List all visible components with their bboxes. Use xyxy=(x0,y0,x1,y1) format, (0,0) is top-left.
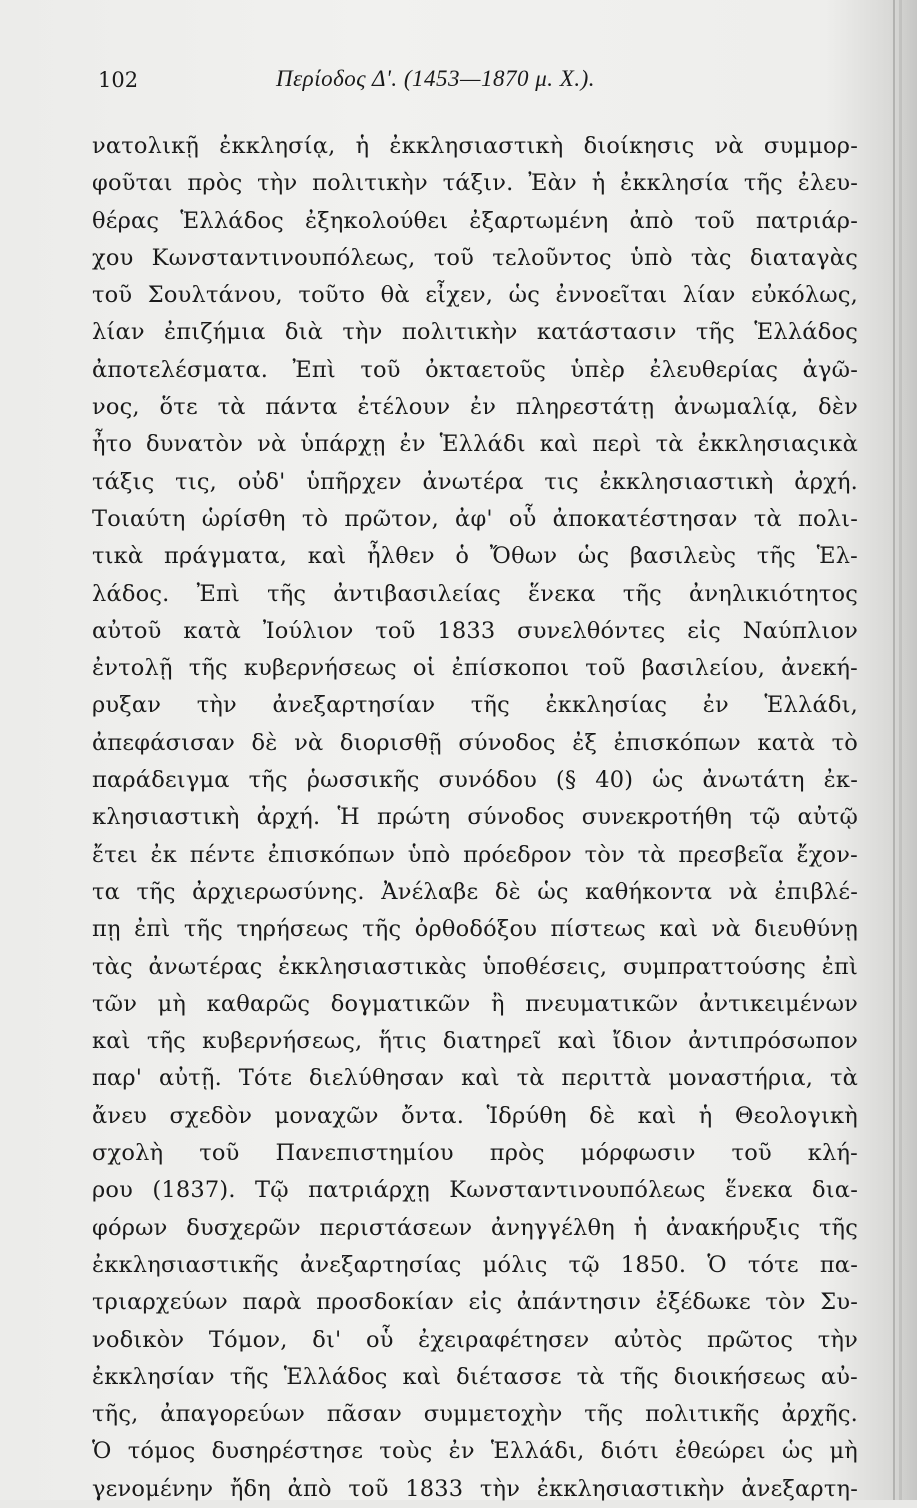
text-line: χου Κωνσταντινουπόλεως, τοῦ τελοῦντος ὑπὸ τὰς διαταγὰς xyxy=(92,244,858,271)
text-line: φόρων δυσχερῶν περιστάσεων ἀνηγγέλθη ἡ ἀνακήρυξις τῆς xyxy=(92,1214,858,1241)
running-head: Περίοδος Δ'. (1453—1870 μ. Χ.). xyxy=(276,66,595,91)
text-line: τικὰ πράγματα, καὶ ἦλθεν ὁ Ὄθων ὡς βασιλεὺς τῆς Ἑλ- xyxy=(92,543,858,570)
text-line: κλησιαστικὴ ἀρχή. Ἡ πρώτη σύνοδος συνεκροτήθη τῷ αὐτῷ xyxy=(92,804,858,831)
text-line: νος, ὅτε τὰ πάντα ἐτέλουν ἐν πληρεστάτῃ ἀνωμαλίᾳ, δὲν xyxy=(92,394,858,421)
text-line: νοδικὸν Τόμον, δι' οὗ ἐχειραφέτησεν αὐτὸς πρῶτος τὴν xyxy=(92,1326,858,1353)
text-line: πῃ ἐπὶ τῆς τηρήσεως τῆς ὀρθοδόξου πίστεως καὶ νὰ διευθύνῃ xyxy=(92,916,858,943)
page-edge-shadow-outer xyxy=(899,0,902,1500)
text-line: ἐκκλησίαν τῆς Ἑλλάδος καὶ διέτασσε τὰ τῆς διοικήσεως αὐ- xyxy=(92,1363,858,1390)
page-edge-shadow xyxy=(893,0,895,1500)
text-line: καὶ τῆς κυβερνήσεως, ἥτις διατηρεῖ καὶ ἴδιον ἀντιπρόσωπον xyxy=(92,1028,858,1055)
text-line: παράδειγμα τῆς ῥωσσικῆς συνόδου (§ 40) ὡς ἀνωτάτη ἐκ- xyxy=(92,767,858,794)
text-line: ἐντολῇ τῆς κυβερνήσεως οἱ ἐπίσκοποι τοῦ βασιλείου, ἀνεκή- xyxy=(92,655,858,682)
text-line: αὐτοῦ κατὰ Ἰούλιον τοῦ 1833 συνελθόντες εἰς Ναύπλιον xyxy=(92,617,858,644)
text-line: τάξις τις, οὐδ' ὑπῆρχεν ἀνωτέρα τις ἐκκλησιαστικὴ ἀρχή. xyxy=(92,468,858,495)
text-line: τὰς ἀνωτέρας ἐκκλησιαστικὰς ὑποθέσεις, συμπραττούσης ἐπὶ xyxy=(92,953,858,980)
text-line: τα τῆς ἀρχιερωσύνης. Ἀνέλαβε δὲ ὡς καθήκοντα νὰ ἐπιβλέ- xyxy=(92,878,858,905)
page-number: 102 xyxy=(98,68,139,92)
text-line: ἐκκλησιαστικῆς ἀνεξαρτησίας μόλις τῷ 1850. Ὁ τότε πα- xyxy=(92,1251,858,1278)
body-text xyxy=(92,128,858,1508)
text-line: ρυξαν τὴν ἀνεξαρτησίαν τῆς ἐκκλησίας ἐν Ἑλλάδι, xyxy=(92,692,858,719)
text-line: γενομένην ἤδη ἀπὸ τοῦ 1833 τὴν ἐκκλησιαστικὴν ἀνεξαρτη- xyxy=(92,1475,858,1502)
text-line: τριαρχεύων παρὰ προσδοκίαν εἰς ἀπάντησιν ἐξέδωκε τὸν Συ- xyxy=(92,1289,858,1316)
text-line: ρου (1837). Τῷ πατριάρχῃ Κωνσταντινουπόλεως ἕνεκα δια- xyxy=(92,1177,858,1204)
text-line: τοῦ Σουλτάνου, τοῦτο θὰ εἶχεν, ὡς ἐννοεῖται λίαν εὐκόλως, xyxy=(92,282,858,309)
text-line: ἔτει ἐκ πέντε ἐπισκόπων ὑπὸ πρόεδρον τὸν τὰ πρεσβεῖα ἔχον- xyxy=(92,841,858,868)
text-line: ἀποτελέσματα. Ἐπὶ τοῦ ὀκταετοῦς ὑπὲρ ἐλευθερίας ἀγῶ- xyxy=(92,356,858,383)
text-line: λίαν ἐπιζήμια διὰ τὴν πολιτικὴν κατάστασιν τῆς Ἑλλάδος xyxy=(92,319,858,346)
text-line: τῆς, ἀπαγορεύων πᾶσαν συμμετοχὴν τῆς πολιτικῆς ἀρχῆς. xyxy=(92,1401,858,1428)
text-line: τῶν μὴ καθαρῶς δογματικῶν ἢ πνευματικῶν ἀντικειμένων xyxy=(92,990,858,1017)
page-header xyxy=(98,68,858,102)
text-line: λάδος. Ἐπὶ τῆς ἀντιβασιλείας ἕνεκα τῆς ἀνηλικιότητος xyxy=(92,580,858,607)
text-line: σχολὴ τοῦ Πανεπιστημίου πρὸς μόρφωσιν τοῦ κλή- xyxy=(92,1140,858,1167)
text-line: νατολικῇ ἐκκλησίᾳ, ἡ ἐκκλησιαστικὴ διοίκησις νὰ συμμορ- xyxy=(92,133,858,159)
text-line: φοῦται πρὸς τὴν πολιτικὴν τάξιν. Ἐὰν ἡ ἐκκλησία τῆς ἐλευ- xyxy=(92,170,858,197)
text-line: παρ' αὐτῇ. Τότε διελύθησαν καὶ τὰ περιττὰ μοναστήρια, τὰ xyxy=(92,1065,858,1092)
text-line: ἀπεφάσισαν δὲ νὰ διορισθῇ σύνοδος ἐξ ἐπισκόπων κατὰ τὸ xyxy=(92,729,858,756)
text-line: ἄνευ σχεδὸν μοναχῶν ὄντα. Ἱδρύθη δὲ καὶ ἡ Θεολογικὴ xyxy=(92,1102,858,1129)
text-line: ἦτο δυνατὸν νὰ ὑπάρχῃ ἐν Ἑλλάδι καὶ περὶ τὰ ἐκκλησιαςικὰ xyxy=(92,431,858,458)
text-line: Ὁ τόμος δυσηρέστησε τοὺς ἐν Ἑλλάδι, διότι ἐθεώρει ὡς μὴ xyxy=(92,1438,858,1465)
text-line: θέρας Ἑλλάδος ἐξηκολούθει ἐξαρτωμένη ἀπὸ τοῦ πατριάρ- xyxy=(92,207,858,234)
text-line: Τοιαύτη ὡρίσθη τὸ πρῶτον, ἀφ' οὗ ἀποκατέστησαν τὰ πολι- xyxy=(92,505,858,532)
